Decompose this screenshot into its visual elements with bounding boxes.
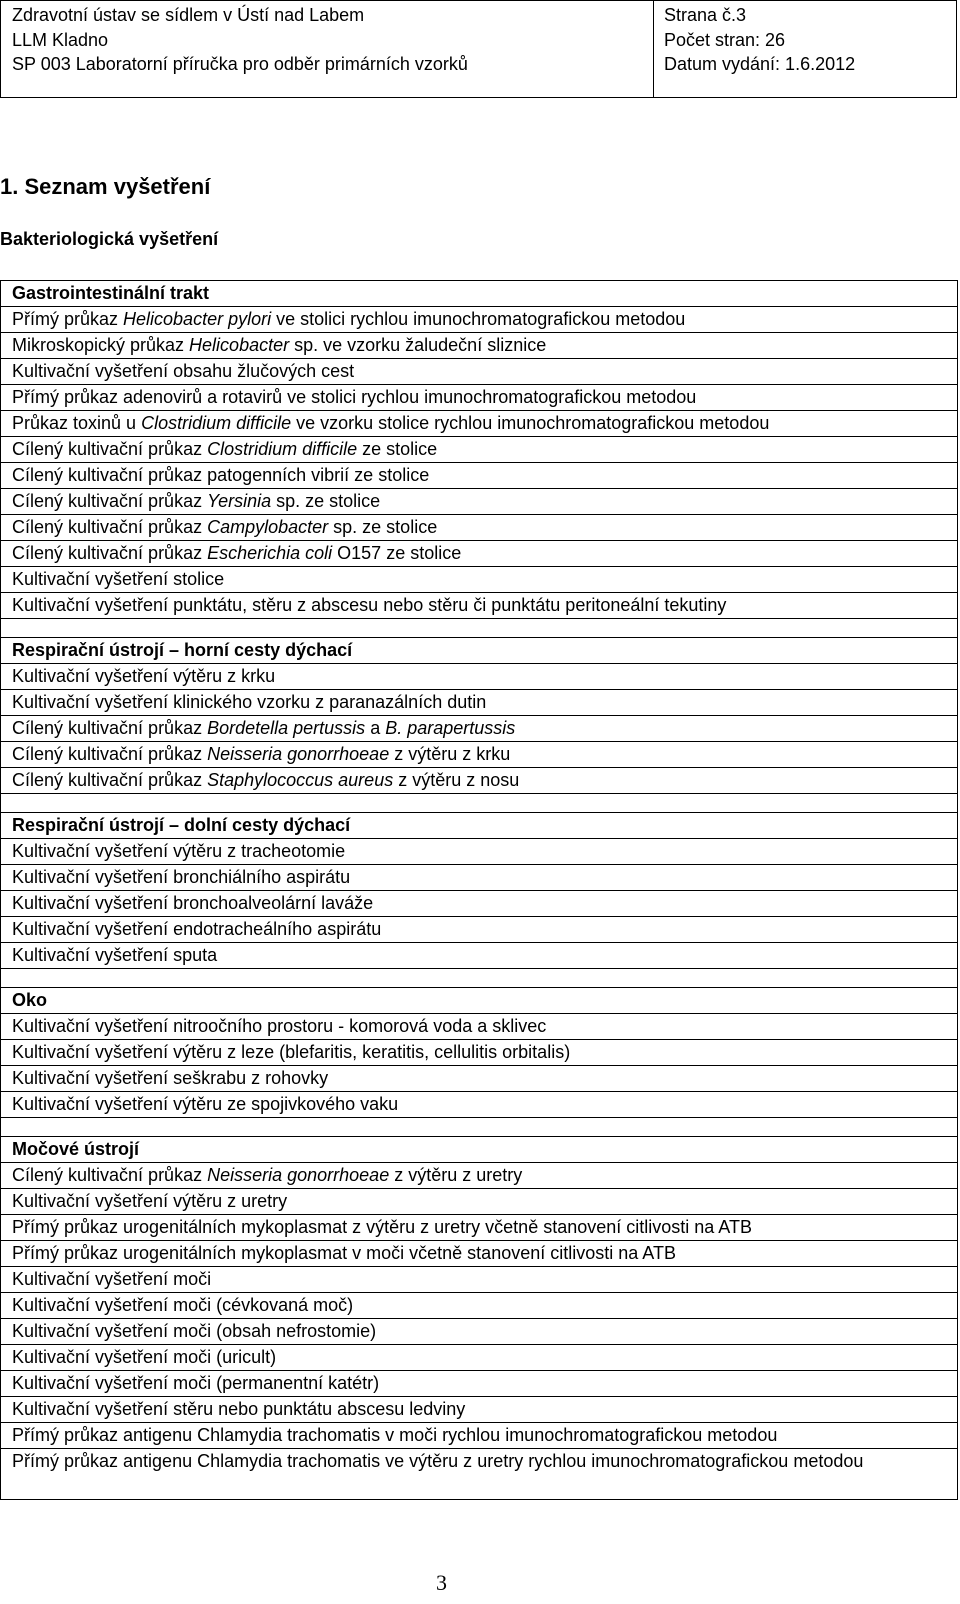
exam-item (1, 1345, 958, 1371)
section-heading: Gastrointestinální trakt (1, 281, 958, 307)
exam-list-table (0, 280, 958, 1500)
page-indicator: Strana č.3 (664, 5, 747, 25)
exam-item (1, 839, 958, 865)
exam-item (1, 1040, 958, 1066)
exam-text: z výtěru z uretry (389, 1165, 523, 1185)
exam-text: Kultivační vyšetření moči (obsah nefrostomie) (12, 1321, 377, 1341)
document-header (0, 0, 957, 98)
section-heading: Oko (1, 988, 958, 1014)
exam-item (1, 541, 958, 567)
exam-text: Kultivační vyšetření stolice (12, 569, 225, 589)
organism-name: Yersinia (207, 491, 272, 511)
exam-item (1, 1189, 958, 1215)
exam-item (1, 1449, 958, 1500)
exam-row (1, 1319, 958, 1345)
exam-text: Přímý průkaz adenovirů a rotavirů ve stolici rychlou imunochromatografickou metodou (12, 387, 697, 407)
exam-text: z výtěru z nosu (393, 770, 520, 790)
exam-text: sp. ze stolice (271, 491, 381, 511)
exam-text: sp. ve vzorku žaludeční sliznice (289, 335, 547, 355)
section-heading-row (1, 281, 958, 307)
exam-row (1, 541, 958, 567)
exam-text: Cílený kultivační průkaz (12, 517, 208, 537)
exam-item (1, 307, 958, 333)
exam-item (1, 664, 958, 690)
exam-item (1, 1066, 958, 1092)
exam-text: Kultivační vyšetření obsahu žlučových cest (12, 361, 355, 381)
exam-item (1, 1267, 958, 1293)
exam-row (1, 664, 958, 690)
organism-name: Escherichia coli (207, 543, 333, 563)
exam-text: ze stolice (357, 439, 438, 459)
exam-item (1, 943, 958, 969)
exam-text: Kultivační vyšetření seškrabu z rohovky (12, 1068, 329, 1088)
exam-text: Průkaz toxinů u (12, 413, 142, 433)
organism-name: Neisseria gonorrhoeae (207, 744, 390, 764)
exam-item (1, 891, 958, 917)
exam-row (1, 411, 958, 437)
page-title: 1. Seznam vyšetření (0, 174, 211, 199)
exam-row (1, 1040, 958, 1066)
exam-text: Kultivační vyšetření bronchiálního aspirátu (12, 867, 351, 887)
exam-item (1, 716, 958, 742)
exam-text: Cílený kultivační průkaz (12, 543, 208, 563)
exam-row (1, 865, 958, 891)
header-right (664, 3, 855, 77)
exam-text: Kultivační vyšetření výtěru z krku (12, 666, 276, 686)
exam-item (1, 1397, 958, 1423)
exam-text: Cílený kultivační průkaz (12, 1165, 208, 1185)
exam-text: Cílený kultivační průkaz (12, 491, 208, 511)
exam-row (1, 943, 958, 969)
exam-text: Cílený kultivační průkaz (12, 744, 208, 764)
section-heading-row (1, 1137, 958, 1163)
exam-row (1, 333, 958, 359)
exam-row (1, 1014, 958, 1040)
exam-row (1, 1267, 958, 1293)
exam-item (1, 567, 958, 593)
exam-row (1, 1215, 958, 1241)
exam-item (1, 1241, 958, 1267)
exam-text: Kultivační vyšetření nitroočního prostoru - komorová voda a sklivec (12, 1016, 547, 1036)
exam-text: Kultivační vyšetření výtěru z tracheotomie (12, 841, 346, 861)
exam-row (1, 567, 958, 593)
exam-item (1, 742, 958, 768)
exam-text: Kultivační vyšetření sputa (12, 945, 218, 965)
spacer-cell (1, 969, 958, 988)
exam-row (1, 690, 958, 716)
section-heading-row (1, 813, 958, 839)
exam-row (1, 917, 958, 943)
exam-text: Cílený kultivační průkaz (12, 770, 208, 790)
organism-name: Clostridium difficile (207, 439, 358, 459)
exam-text: O157 ze stolice (332, 543, 462, 563)
section-heading-row (1, 638, 958, 664)
exam-row (1, 463, 958, 489)
spacer-row (1, 619, 958, 638)
exam-text: a (365, 718, 386, 738)
exam-text: Kultivační vyšetření bronchoalveolární laváže (12, 893, 374, 913)
exam-text: Kultivační vyšetření výtěru z leze (blefaritis, keratitis, cellulitis orbitalis) (12, 1042, 571, 1062)
exam-item (1, 489, 958, 515)
exam-text: ve stolici rychlou imunochromatografickou metodou (271, 309, 686, 329)
section-heading: Respirační ústrojí – dolní cesty dýchací (1, 813, 958, 839)
exam-row (1, 359, 958, 385)
exam-text: Mikroskopický průkaz (12, 335, 190, 355)
exam-text: Kultivační vyšetření endotracheálního aspirátu (12, 919, 382, 939)
page-number: 3 (436, 1570, 447, 1595)
organism-name: Helicobacter (189, 335, 290, 355)
exam-text: Kultivační vyšetření moči (uricult) (12, 1347, 277, 1367)
organism-name: B. parapertussis (385, 718, 516, 738)
exam-item (1, 1163, 958, 1189)
organism-name: Staphylococcus aureus (207, 770, 394, 790)
organism-name: Helicobacter pylori (123, 309, 272, 329)
exam-row (1, 1163, 958, 1189)
exam-text: ve vzorku stolice rychlou imunochromatografickou metodou (291, 413, 770, 433)
exam-item (1, 359, 958, 385)
exam-row (1, 891, 958, 917)
exam-item (1, 593, 958, 619)
exam-text: Kultivační vyšetření punktátu, stěru z abscesu nebo stěru či punktátu peritoneální tekutiny (12, 595, 727, 615)
exam-text: Kultivační vyšetření moči (cévkovaná moč) (12, 1295, 354, 1315)
exam-text: Přímý průkaz (12, 309, 124, 329)
exam-row (1, 515, 958, 541)
exam-row (1, 1397, 958, 1423)
header-divider (653, 1, 654, 98)
spacer-cell (1, 1118, 958, 1137)
organism-name: Neisseria gonorrhoeae (207, 1165, 390, 1185)
exam-item (1, 333, 958, 359)
exam-item (1, 917, 958, 943)
exam-row (1, 489, 958, 515)
exam-item (1, 1092, 958, 1118)
exam-text: Přímý průkaz urogenitálních mykoplasmat z výtěru z uretry včetně stanovení citlivosti na ATB (12, 1217, 752, 1237)
exam-row (1, 1241, 958, 1267)
spacer-cell (1, 794, 958, 813)
exam-item (1, 463, 958, 489)
exam-item (1, 690, 958, 716)
spacer-row (1, 969, 958, 988)
spacer-row (1, 1118, 958, 1137)
issue-date: Datum vydání: 1.6.2012 (664, 54, 856, 74)
organism-name: Clostridium difficile (141, 413, 292, 433)
exam-item (1, 865, 958, 891)
exam-text: Cílený kultivační průkaz (12, 439, 208, 459)
exam-text: Kultivační vyšetření výtěru z uretry (12, 1191, 288, 1211)
exam-text: Kultivační vyšetření klinického vzorku z paranazálních dutin (12, 692, 487, 712)
exam-item (1, 437, 958, 463)
exam-row (1, 1092, 958, 1118)
section-heading: Respirační ústrojí – horní cesty dýchací (1, 638, 958, 664)
exam-row (1, 385, 958, 411)
exam-row (1, 1066, 958, 1092)
exam-text: Cílený kultivační průkaz (12, 718, 208, 738)
exam-text: Přímý průkaz antigenu Chlamydia trachomatis ve výtěru z uretry rychlou imunochromatografickou metodou (12, 1451, 864, 1471)
exam-row (1, 307, 958, 333)
exam-text: z výtěru z krku (389, 744, 511, 764)
exam-row (1, 1293, 958, 1319)
exam-text: Kultivační vyšetření výtěru ze spojivkového vaku (12, 1094, 399, 1114)
exam-row (1, 437, 958, 463)
exam-item (1, 1423, 958, 1449)
exam-text: Přímý průkaz urogenitálních mykoplasmat v moči včetně stanovení citlivosti na ATB (12, 1243, 676, 1263)
exam-row (1, 593, 958, 619)
header-left (12, 3, 468, 77)
institution-name: Zdravotní ústav se sídlem v Ústí nad Labem (12, 5, 365, 25)
exam-row (1, 1371, 958, 1397)
exam-text: Přímý průkaz antigenu Chlamydia trachomatis v moči rychlou imunochromatografickou metodou (12, 1425, 778, 1445)
exam-row (1, 716, 958, 742)
exam-item (1, 1319, 958, 1345)
exam-text: sp. ze stolice (328, 517, 438, 537)
exam-row (1, 742, 958, 768)
section-heading-row (1, 988, 958, 1014)
exam-item (1, 1371, 958, 1397)
exam-item (1, 385, 958, 411)
exam-row (1, 1345, 958, 1371)
exam-item (1, 515, 958, 541)
exam-row (1, 1449, 958, 1500)
section-heading: Močové ústrojí (1, 1137, 958, 1163)
exam-item (1, 1215, 958, 1241)
exam-item (1, 1014, 958, 1040)
exam-text: Kultivační vyšetření moči (permanentní katétr) (12, 1373, 380, 1393)
exam-item (1, 768, 958, 794)
exam-text: Kultivační vyšetření stěru nebo punktátu abscesu ledviny (12, 1399, 466, 1419)
exam-item (1, 411, 958, 437)
exam-row (1, 1189, 958, 1215)
exam-text: Cílený kultivační průkaz patogenních vibrií ze stolice (12, 465, 430, 485)
exam-row (1, 768, 958, 794)
document-code: SP 003 Laboratorní příručka pro odběr primárních vzorků (12, 54, 468, 74)
lab-name: LLM Kladno (12, 29, 109, 50)
exam-item (1, 1293, 958, 1319)
exam-row (1, 1423, 958, 1449)
page-count: Počet stran: 26 (664, 29, 786, 50)
spacer-cell (1, 619, 958, 638)
section-subtitle: Bakteriologická vyšetření (0, 229, 219, 249)
exam-row (1, 839, 958, 865)
organism-name: Campylobacter (207, 517, 329, 537)
spacer-row (1, 794, 958, 813)
organism-name: Bordetella pertussis (207, 718, 366, 738)
exam-text: Kultivační vyšetření moči (12, 1269, 212, 1289)
